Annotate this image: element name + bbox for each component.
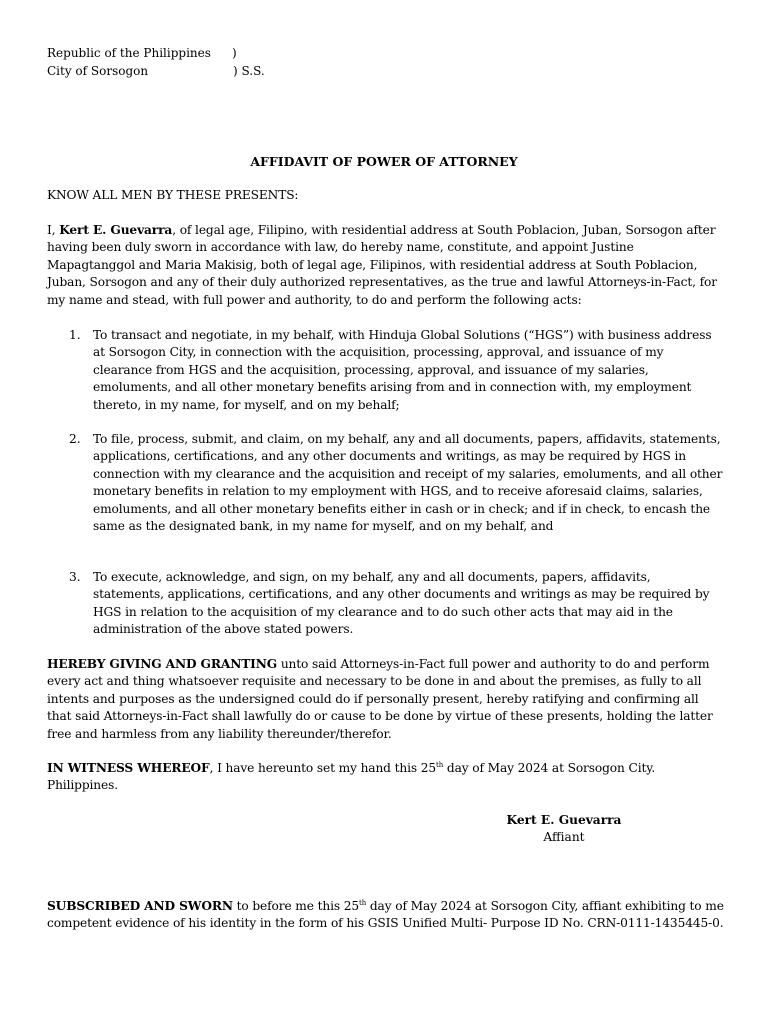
subscribed-paragraph <box>47 898 725 933</box>
signature-name: Kert E. Guevarra <box>506 813 622 827</box>
granting-bold: HEREBY GIVING AND GRANTING <box>47 657 278 671</box>
venue-paren: ) <box>232 46 237 60</box>
intro-line: KNOW ALL MEN BY THESE PRESENTS: <box>47 188 299 202</box>
act-1-number: 1. <box>69 328 81 342</box>
subscribed-bold: SUBSCRIBED AND SWORN <box>47 899 233 913</box>
act-3-text: To execute, acknowledge, and sign, on my behalf, any and all documents, papers, affidavits, statements, applications, certifications, and any other documents and writings as may be required by HGS in relation to the acquisition of my clearance and to do such other acts that may aid in the administration of the above stated powers. <box>93 570 710 637</box>
granting-text: unto said Attorneys-in-Fact full power and authority to do and perform every act and thing whatsoever requisite and necessary to be done in and about the premises, as fully to all intents and purposes as the undersigned could do if personally present, hereby ratifying and confirming all that said Attorneys-in-Fact shall lawfully do or cause to be done by virtue of these presents, holding the latter free and harmless from any liability thereunder/therefor. <box>47 657 713 741</box>
act-3-number: 3. <box>69 570 81 584</box>
witness-text-b: day of May 2024 at Sorsogon City. Philippines. <box>47 761 656 793</box>
main-lead: I, <box>47 223 56 237</box>
subscribed-sup: th <box>359 899 367 907</box>
act-2-text: To file, process, submit, and claim, on my behalf, any and all documents, papers, affidavits, statements, applications, certifications, and any other documents and writings, as may be required by HGS in connection with my clearance and the acquisition and receipt of my salaries, emoluments, and all other monetary benefits in relation to my employment with HGS, and to receive aforesaid claims, salaries, emoluments, and all other monetary benefits either in cash or in check; and if in check, to encash the same as the designated bank, in my name for myself, and on my behalf, and <box>93 432 723 534</box>
witness-bold: IN WITNESS WHEREOF <box>47 761 210 775</box>
main-paragraph <box>47 222 725 309</box>
act-1-text: To transact and negotiate, in my behalf, with Hinduja Global Solutions (“HGS”) with business address at Sorsogon City, in connection with the acquisition, processing, approval, and issuance of my clearance from HGS and the acquisition, processing, approval, and issuance of my salaries, emoluments, and all other monetary benefits arising from and in connection with, my employment thereto, in my name, for myself, and on my behalf; <box>93 328 712 412</box>
subscribed-text-b: day of May 2024 at Sorsogon City, affiant exhibiting to me competent evidence of his identity in the form of his GSIS Unified Multi- Purpose ID No. CRN-0111-1435445-0. <box>47 899 724 931</box>
subscribed-text-a: to before me this 25 <box>232 899 360 913</box>
venue-republic: Republic of the Philippines <box>47 46 211 60</box>
granting-paragraph <box>47 656 725 743</box>
main-text: , of legal age, Filipino, with residential address at South Poblacion, Juban, Sorsogon after having been duly sworn in accordance with law, do hereby name, constitute, and appoint Justine Mapagtanggol and Maria Makisig, both of legal age, Filipinos, with residential address at South Poblacion, Juban, Sorsogon and any of their duly authorized representatives, as the true and lawful Attorneys-in-Fact, for my name and stead, with full power and authority, to do and perform the following acts: <box>47 223 717 307</box>
signature-role: Affiant <box>543 830 585 844</box>
act-2-number: 2. <box>69 432 81 446</box>
affiant-name: Kert E. Guevarra <box>59 223 173 237</box>
witness-paragraph <box>47 760 725 795</box>
document-title: AFFIDAVIT OF POWER OF ATTORNEY <box>250 154 518 169</box>
venue-ss: ) S.S. <box>233 64 265 78</box>
witness-text-a: , I have hereunto set my hand this 25 <box>209 761 437 775</box>
venue-city: City of Sorsogon <box>47 64 149 78</box>
witness-sup: th <box>436 761 444 769</box>
